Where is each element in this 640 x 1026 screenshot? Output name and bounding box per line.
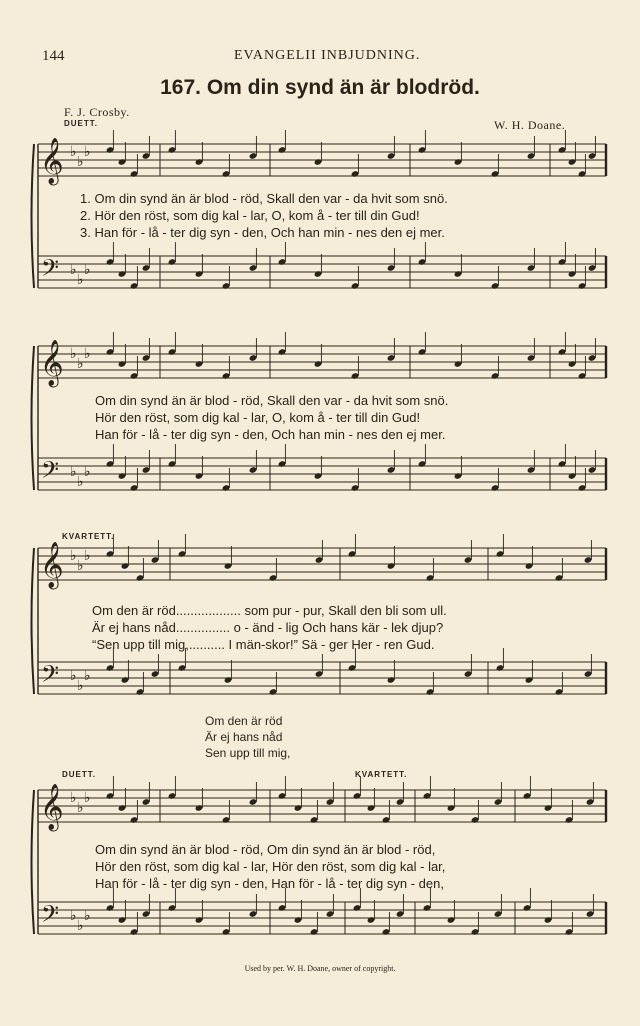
system3-flat-treble: ♭ bbox=[84, 549, 91, 564]
system1-flat-treble: ♭ bbox=[77, 155, 84, 170]
system2-treble-clef: 𝄞 bbox=[40, 340, 64, 386]
system1-brace bbox=[32, 144, 35, 288]
system2-flat-bass: ♭ bbox=[84, 465, 91, 480]
system3-flat-treble: ♭ bbox=[70, 549, 77, 564]
system3-flat-bass: ♭ bbox=[77, 679, 84, 694]
part-label-kvartett-2: KVARTETT. bbox=[355, 770, 408, 779]
page-number: 144 bbox=[42, 48, 65, 64]
system3-brace bbox=[32, 548, 35, 694]
system2-bass-clef: 𝄢 bbox=[41, 456, 60, 489]
system1-verse3: 3. Han för - lå - ter dig syn - den, Och han min - nes den ej mer. bbox=[80, 225, 445, 240]
system1-bass-clef: 𝄢 bbox=[41, 254, 60, 287]
system3-verse2: Är ej hans nåd............... o - änd - lig Och hans kär - lek djup? bbox=[92, 620, 444, 635]
bass-lyric-2: Är ej hans nåd bbox=[205, 730, 283, 744]
part-label-kvartett-1: KVARTETT. bbox=[62, 532, 115, 541]
author: F. J. Crosby. bbox=[64, 105, 130, 119]
system2-flat-treble: ♭ bbox=[70, 347, 77, 362]
system3-flat-bass: ♭ bbox=[70, 669, 77, 684]
system3-verse3: “Sen upp till mig,.......... I män-skor!” Sä - ger Her - ren Gud. bbox=[92, 637, 435, 652]
system1-verse1: 1. Om din synd än är blod - röd, Skall den var - da hvit som snö. bbox=[80, 191, 448, 206]
system2-verse3: Han för - lå - ter dig syn - den, Och han min - nes den ej mer. bbox=[95, 427, 446, 442]
system1-flat-bass: ♭ bbox=[84, 263, 91, 278]
system1-flat-treble: ♭ bbox=[70, 145, 77, 160]
system4-flat-bass: ♭ bbox=[77, 919, 84, 934]
system4-flat-treble: ♭ bbox=[84, 791, 91, 806]
system4-verse3: Han för - lå - ter dig syn - den, Han för - lå - ter dig syn - den, bbox=[95, 876, 444, 891]
system4-brace bbox=[32, 790, 35, 934]
composer: W. H. Doane. bbox=[494, 118, 566, 132]
system4-bass-clef: 𝄢 bbox=[41, 900, 60, 933]
system3-bass-clef: 𝄢 bbox=[41, 660, 60, 693]
system4-verse1: Om din synd än är blod - röd, Om din synd än är blod - röd, bbox=[95, 842, 436, 857]
system1-verse2: 2. Hör den röst, som dig kal - lar, O, kom å - ter till din Gud! bbox=[80, 208, 420, 223]
system2-flat-treble: ♭ bbox=[77, 357, 84, 372]
system3-treble-clef: 𝄞 bbox=[40, 542, 64, 588]
system3-flat-treble: ♭ bbox=[77, 559, 84, 574]
system3-verse1: Om den är röd.................. som pur - pur, Skall den bli som ull. bbox=[92, 603, 447, 618]
bass-lyric-3: Sen upp till mig, bbox=[205, 746, 291, 760]
running-title: EVANGELII INBJUDNING. bbox=[234, 48, 421, 63]
system2-flat-treble: ♭ bbox=[84, 347, 91, 362]
part-label-duett-2: DUETT. bbox=[62, 770, 96, 779]
system4-flat-treble: ♭ bbox=[77, 801, 84, 816]
system4-treble-clef: 𝄞 bbox=[40, 784, 64, 830]
system2-flat-bass: ♭ bbox=[70, 465, 77, 480]
system2-verse1: Om din synd än är blod - röd, Skall den var - da hvit som snö. bbox=[95, 393, 449, 408]
system2-brace bbox=[32, 346, 35, 490]
system1-flat-bass: ♭ bbox=[70, 263, 77, 278]
system4-verse2: Hör den röst, som dig kal - lar, Hör den röst, som dig kal - lar, bbox=[95, 859, 446, 874]
copyright-notice: Used by per. W. H. Doane, owner of copyright. bbox=[244, 964, 396, 973]
system4-flat-bass: ♭ bbox=[70, 909, 77, 924]
bass-lyric-1: Om den är röd bbox=[205, 714, 283, 728]
part-label-duett-1: DUETT. bbox=[64, 119, 98, 128]
system2-verse2: Hör den röst, som dig kal - lar, O, kom å - ter till din Gud! bbox=[95, 410, 421, 425]
system1-flat-bass: ♭ bbox=[77, 273, 84, 288]
system1-flat-treble: ♭ bbox=[84, 145, 91, 160]
system2-flat-bass: ♭ bbox=[77, 475, 84, 490]
system4-flat-treble: ♭ bbox=[70, 791, 77, 806]
system1-treble-clef: 𝄞 bbox=[40, 138, 64, 184]
hymn-title: 167. Om din synd än är blodröd. bbox=[160, 76, 480, 99]
system3-flat-bass: ♭ bbox=[84, 669, 91, 684]
system4-flat-bass: ♭ bbox=[84, 909, 91, 924]
